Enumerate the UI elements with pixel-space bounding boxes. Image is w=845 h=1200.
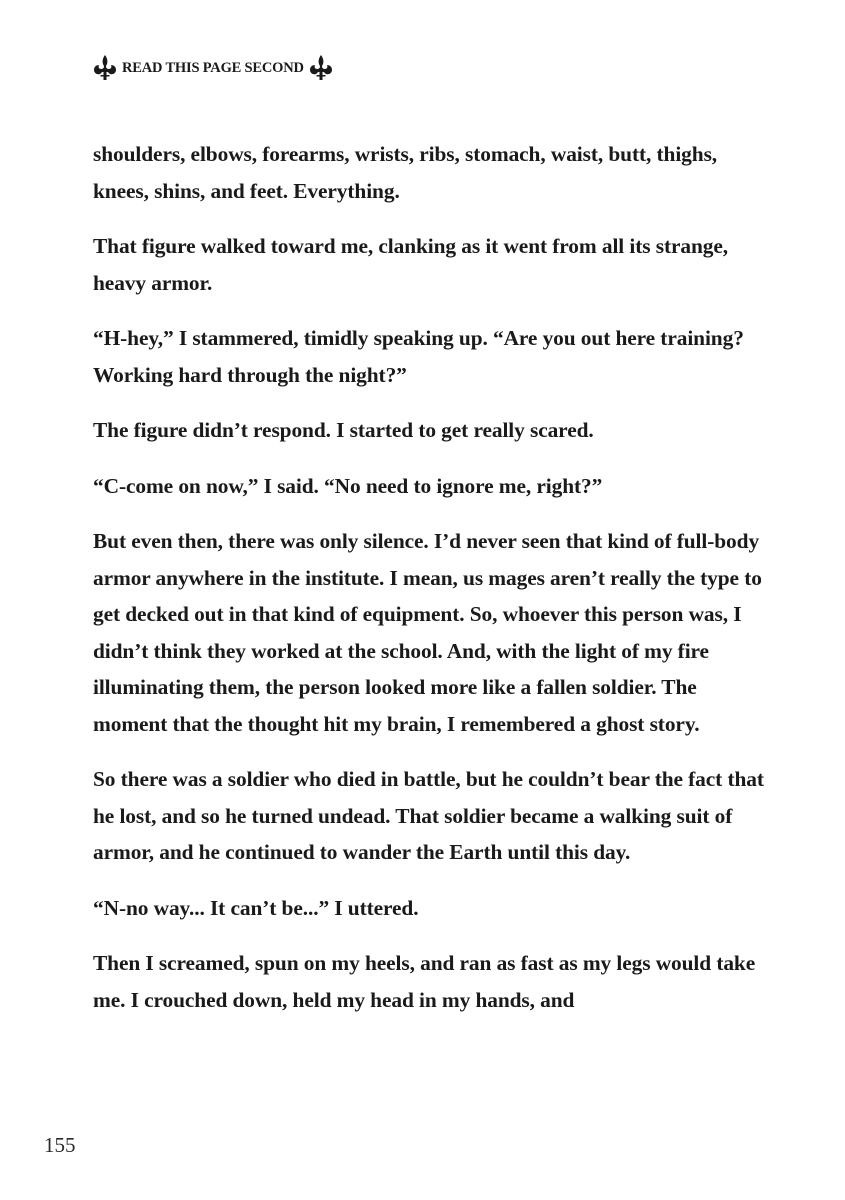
fleur-de-lis-icon	[93, 54, 117, 82]
paragraph: The figure didn’t respond. I started to get really scared.	[93, 418, 594, 442]
paragraph: shoulders, elbows, forearms, wrists, ribs, stomach, waist, butt, thighs, knees, shins, and feet. Everything.	[93, 142, 718, 203]
page-number: 155	[44, 1133, 76, 1157]
paragraph: Then I screamed, spun on my heels, and ran as fast as my legs would take me. I crouched down, held my head in my hands, and	[93, 951, 756, 1012]
body-text	[93, 136, 773, 1037]
running-header	[93, 53, 333, 83]
fleur-de-lis-icon	[309, 54, 333, 82]
paragraph: So there was a soldier who died in battle, but he couldn’t bear the fact that he lost, and so he turned undead. That soldier became a walking suit of armor, and he continued to wander the Earth until this day.	[93, 767, 764, 864]
paragraph: But even then, there was only silence. I’d never seen that kind of full-body armor anywhere in the institute. I mean, us mages aren’t really the type to get decked out in that kind of equipment. So, whoever this person was, I didn’t think they worked at the school. And, with the light of my fire illuminating them, the person looked more like a fallen soldier. The moment that the thought hit my brain, I remembered a ghost story.	[93, 529, 762, 736]
paragraph: That figure walked toward me, clanking as it went from all its strange, heavy armor.	[93, 234, 728, 295]
paragraph: “H-hey,” I stammered, timidly speaking up. “Are you out here training? Working hard through the night?”	[93, 326, 744, 387]
paragraph: “N-no way... It can’t be...” I uttered.	[93, 895, 419, 920]
paragraph: “C-come on now,” I said. “No need to ignore me, right?”	[93, 473, 603, 498]
header-title: READ THIS PAGE SECOND	[122, 59, 304, 76]
